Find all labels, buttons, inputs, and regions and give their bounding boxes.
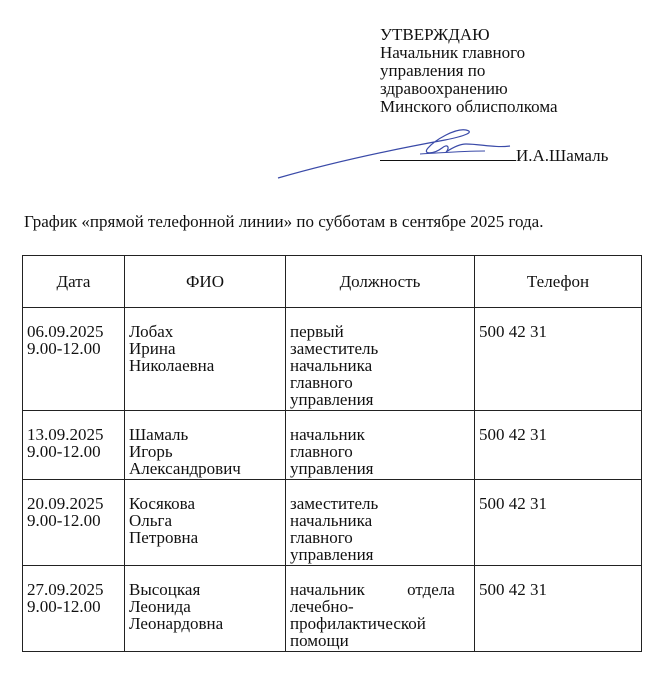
table-row	[23, 411, 642, 480]
position-line: помощи	[290, 631, 349, 650]
time-value: 9.00-12.00	[27, 339, 101, 358]
phone-value: 500 42 31	[479, 322, 547, 341]
cell-position	[286, 411, 475, 480]
signature-blank	[380, 146, 516, 161]
first-name: Ирина	[129, 339, 176, 358]
header-date: Дата	[23, 256, 125, 308]
position-line: главного	[290, 373, 353, 392]
header-position: Должность	[286, 256, 475, 308]
time-value: 9.00-12.00	[27, 442, 101, 461]
position-line: начальника	[290, 356, 373, 375]
header-phone: Телефон	[475, 256, 642, 308]
approval-block	[380, 26, 558, 116]
cell-name	[125, 411, 286, 480]
position-line: заместитель	[290, 339, 379, 358]
cell-name	[125, 566, 286, 652]
patronymic: Леонардовна	[129, 614, 224, 633]
document-title: График «прямой телефонной линии» по субботам в сентябре 2025 года.	[24, 212, 544, 231]
first-name: Ольга	[129, 511, 173, 530]
table-header-row	[23, 256, 642, 308]
cell-position	[286, 566, 475, 652]
approval-line: здравоохранению	[380, 79, 508, 98]
table-row	[23, 480, 642, 566]
patronymic: Николаевна	[129, 356, 215, 375]
approval-line: управления по	[380, 61, 486, 80]
first-name: Леонида	[129, 597, 191, 616]
position-line: первый	[290, 322, 344, 341]
position-line: профилактической	[290, 614, 426, 633]
date-value: 06.09.2025	[27, 322, 104, 341]
cell-position	[286, 308, 475, 411]
cell-date	[23, 480, 125, 566]
patronymic: Петровна	[129, 528, 199, 547]
table-row	[23, 308, 642, 411]
first-name: Игорь	[129, 442, 173, 461]
cell-name	[125, 480, 286, 566]
position-line: управления	[290, 459, 374, 478]
phone-value: 500 42 31	[479, 494, 547, 513]
cell-phone	[475, 480, 642, 566]
position-line: лечебно-	[290, 597, 354, 616]
position-line: управления	[290, 545, 374, 564]
surname: Косякова	[129, 494, 196, 513]
approval-line: Начальник главного	[380, 43, 526, 62]
position-line: начальник	[290, 425, 365, 444]
cell-date	[23, 566, 125, 652]
signature-line	[380, 146, 608, 166]
position-line: начальника	[290, 511, 373, 530]
position-line: управления	[290, 390, 374, 409]
table-row	[23, 566, 642, 652]
schedule-table	[22, 255, 642, 652]
cell-name	[125, 308, 286, 411]
cell-date	[23, 411, 125, 480]
date-value: 13.09.2025	[27, 425, 104, 444]
surname: Лобах	[129, 322, 174, 341]
header-name: ФИО	[125, 256, 286, 308]
signer-name: И.А.Шамаль	[516, 146, 609, 165]
time-value: 9.00-12.00	[27, 597, 101, 616]
patronymic: Александрович	[129, 459, 241, 478]
cell-position	[286, 480, 475, 566]
surname: Высоцкая	[129, 580, 201, 599]
phone-value: 500 42 31	[479, 425, 547, 444]
surname: Шамаль	[129, 425, 189, 444]
approval-heading: УТВЕРЖДАЮ	[380, 25, 490, 44]
date-value: 27.09.2025	[27, 580, 104, 599]
phone-value: 500 42 31	[479, 580, 547, 599]
cell-phone	[475, 308, 642, 411]
cell-date	[23, 308, 125, 411]
position-line: главного	[290, 528, 353, 547]
position-line: главного	[290, 442, 353, 461]
approval-line: Минского облисполкома	[380, 97, 558, 116]
cell-phone	[475, 411, 642, 480]
position-line: начальник отдела	[290, 580, 455, 599]
cell-phone	[475, 566, 642, 652]
time-value: 9.00-12.00	[27, 511, 101, 530]
date-value: 20.09.2025	[27, 494, 104, 513]
position-line: заместитель	[290, 494, 379, 513]
